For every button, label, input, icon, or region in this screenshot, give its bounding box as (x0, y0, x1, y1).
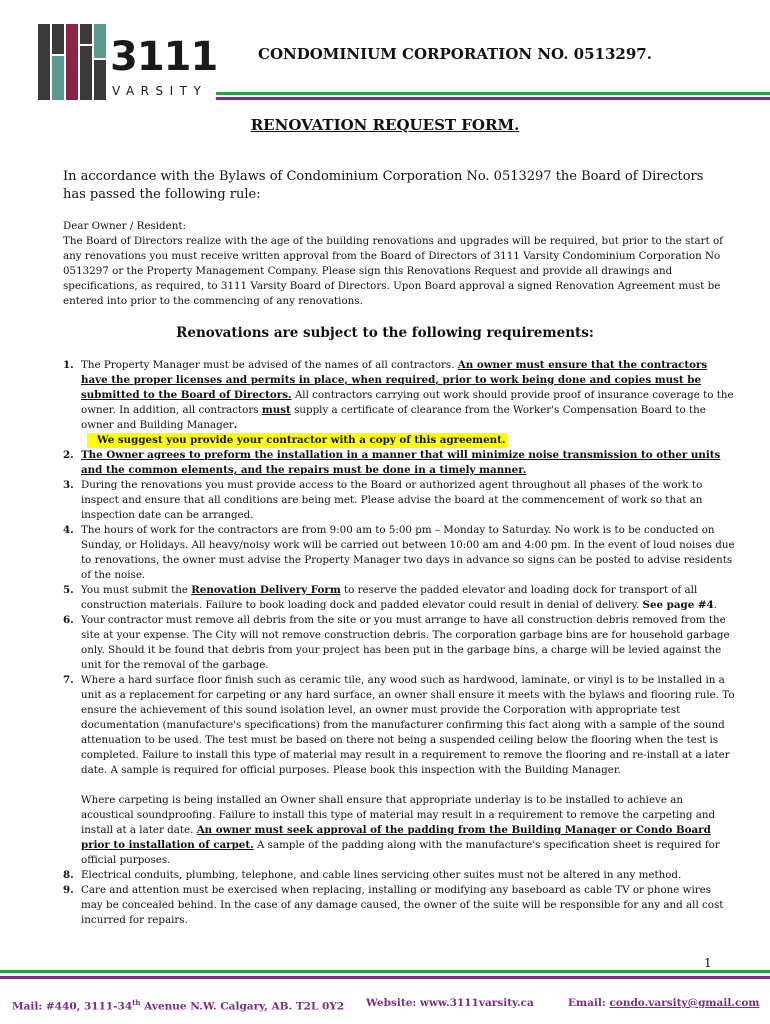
list-item (63, 358, 735, 448)
item-number: 6. (63, 614, 74, 626)
logo-mark-icon (38, 24, 106, 100)
page-number: 1 (704, 956, 712, 970)
footer-email[interactable] (568, 996, 759, 1010)
item-number: 8. (63, 869, 74, 881)
logo (38, 24, 218, 100)
logo-word: VARSITY (112, 84, 208, 98)
item-text: Where carpeting is being installed an Owner shall ensure that appropriate underlay is to be installed to achieve an acoustical soundproofing. Failure to install this type of material may result in a requirement to remove the carpeting and install at a later date. (81, 794, 716, 836)
list-item (63, 478, 735, 523)
body-paragraph: The Board of Directors realize with the age of the building renovations and upgrades will be required, but prior to the start of any renovations you must receive written approval from the Board of Directors of 3111 Varsity Condominium Corporation No 0513297 or the Property Management Company. Please sign this Renovations Request and provide all drawings and specifications, as required, to 3111 Varsity Board of Directors. Upon Board approval a signed Renovation Agreement must be entered into prior to the commencing of any renovations. (63, 235, 723, 307)
item-number: 3. (63, 479, 74, 491)
footer-rule-green (0, 970, 770, 973)
highlighted-note: We suggest you provide your contractor with a copy of this agreement. (87, 433, 507, 448)
item-text: The hours of work for the contractors are from 9:00 am to 5:00 pm – Monday to Saturday. No work is to be conducted on Sunday, or Holidays. All heavy/noisy work will be carried out between 10:00 am and 4:00 pm. In the event of loud noises due to renovations, the owner must advise the Property Manager two days in advance so signs can be posted to advise residents of the noise. (81, 524, 735, 581)
intro-text: In accordance with the Bylaws of Condominium Corporation No. 0513297 the Board of Directors has passed the following rule: (63, 169, 704, 202)
footer-rule-purple (0, 976, 770, 979)
list-item (63, 523, 735, 583)
item-number: 7. (63, 674, 74, 686)
item-emphasis: The Owner agrees to preform the installation in a manner that will minimize noise transmission to other units and the common elements, and the repairs must be done in a timely manner. (81, 449, 721, 476)
item-text: Electrical conduits, plumbing, telephone, and cable lines servicing other suites must not be altered in any method. (81, 869, 682, 881)
mail-sup: th (132, 998, 141, 1007)
list-item (63, 583, 735, 613)
item-text: . (713, 599, 717, 611)
item-text: You must submit the (81, 584, 192, 596)
requirements-list (63, 358, 735, 928)
header-rule-purple (216, 97, 770, 100)
email-link[interactable]: condo.varsity@gmail.com (609, 997, 760, 1009)
item-text: A sample of the padding along with the manufacture's specification sheet is required for official purposes. (81, 839, 720, 866)
item-text: The Property Manager must be advised of the names of all contractors. (81, 359, 458, 371)
item-text: Care and attention must be exercised when replacing, installing or modifying any baseboard as cable TV or phone wires may be concealed behind. In the case of any damage caused, the owner of the suite will be responsible for any and all cost incurred for repairs. (81, 884, 724, 926)
item-text: Your contractor must remove all debris from the site or you must arrange to have all construction debris removed from the site at your expense. The City will not remove construction debris. The corporation garbage bins are for household garbage only. Should it be found that debris from your project has been put in the garbage bins, a charge will be levied against the unit for the removal of the garbage. (81, 614, 730, 671)
letter-body (63, 219, 735, 309)
list-item (63, 883, 735, 928)
item-text: . (233, 419, 238, 431)
salutation: Dear Owner / Resident: (63, 220, 186, 232)
requirements-heading: Renovations are subject to the following requirements: (176, 325, 594, 341)
item-text: to reserve the padded elevator and loading dock for transport of all construction materials. Failure to book loading dock and padded elevator could result in denial of delivery. (81, 584, 698, 611)
email-label: Email: (568, 997, 610, 1009)
item-emphasis: Renovation Delivery Form (191, 584, 341, 596)
form-title: RENOVATION REQUEST FORM. (250, 116, 520, 134)
item-text: supply a certificate of clearance from the Worker's Compensation Board to the owner and Building Manager (81, 404, 706, 431)
item-text: Where a hard surface floor finish such as ceramic tile, any wood such as hardwood, laminate, or vinyl is to be installed in a unit as a replacement for carpeting or any hard surface, an owner shall ensure it meets with the bylaws and flooring rule. To ensure the achievement of this sound isolation level, an owner must provide the Corporation with appropriate test documentation (manufacture's specifications) from the manufacturer confirming this fact along with a sample of the sound attenuation to be used. The test must be based on there not being a suspended ceiling below the flooring when the test is completed. Failure to install this type of material may result in a requirement to remove the flooring and re-install at a later date. A sample is required for official purposes. Please book this inspection with the Building Manager. (81, 674, 735, 776)
item-number: 4. (63, 524, 74, 536)
item-number: 5. (63, 584, 74, 596)
logo-number: 3111 (110, 34, 218, 80)
item-emphasis: An owner must ensure that the contractors have the proper licenses and permits in place, when required, prior to work being done and copies must be submitted to the Board of Directors. (81, 359, 708, 401)
item-number: 2. (63, 449, 74, 461)
item-number: 9. (63, 884, 74, 896)
item-emphasis: An owner must seek approval of the padding from the Building Manager or Condo Board prior to installation of carpet. (81, 824, 711, 851)
list-item (63, 868, 735, 883)
list-item (63, 448, 735, 478)
item-emphasis: See page #4 (642, 599, 714, 611)
list-item (63, 613, 735, 673)
mail-text: Mail: #440, 3111-34 (12, 1000, 133, 1013)
item-number: 1. (63, 359, 74, 371)
footer-website[interactable]: Website: www.3111varsity.ca (366, 997, 534, 1009)
item-text: During the renovations you must provide access to the Board or authorized agent throughout all phases of the work to inspect and ensure that all conditions are being met. Please advise the board at the commencement of work so that an inspection date can be arranged. (81, 479, 703, 521)
list-item (63, 673, 735, 868)
header-rule-green (216, 92, 770, 95)
item-text: All contractors carrying out work should provide proof of insurance coverage to the owner. In addition, all contractors (81, 389, 734, 416)
mail-text: Avenue N.W. Calgary, AB. T2L 0Y2 (140, 1000, 345, 1013)
item-emphasis: must (261, 404, 291, 416)
corporation-title: CONDOMINIUM CORPORATION NO. 0513297. (258, 45, 652, 63)
footer-mail (12, 996, 344, 1014)
